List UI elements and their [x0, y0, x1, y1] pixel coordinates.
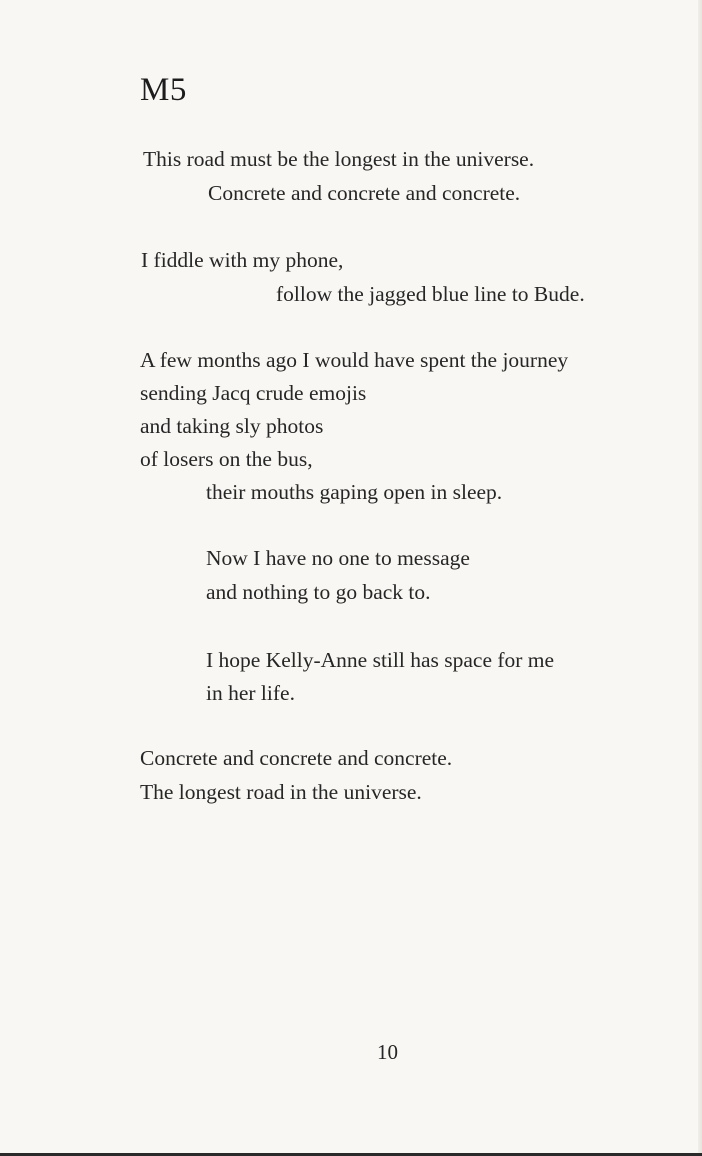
poem-line: The longest road in the universe.	[140, 780, 422, 804]
poem-line: I fiddle with my phone,	[141, 248, 344, 272]
poem-line: Concrete and concrete and concrete.	[140, 746, 453, 770]
page-edge-shadow	[698, 0, 702, 1156]
poem-line: and nothing to go back to.	[206, 580, 431, 604]
poem-line: sending Jacq crude emojis	[140, 381, 367, 405]
poem-line: and taking sly photos	[140, 414, 324, 438]
poem-line: of losers on the bus,	[140, 447, 313, 471]
page-number: 10	[377, 1040, 398, 1064]
poem-line: follow the jagged blue line to Bude.	[276, 282, 585, 306]
poem-line: in her life.	[206, 681, 295, 705]
poem-line: A few months ago I would have spent the journey	[140, 348, 569, 372]
poem-line: Now I have no one to message	[206, 546, 470, 570]
poem-line: their mouths gaping open in sleep.	[206, 480, 503, 504]
poem-line: Concrete and concrete and concrete.	[208, 181, 521, 205]
poem-line: I hope Kelly-Anne still has space for me	[206, 648, 555, 672]
poem-line: This road must be the longest in the universe.	[143, 147, 535, 171]
poem-title: M5	[140, 72, 187, 108]
